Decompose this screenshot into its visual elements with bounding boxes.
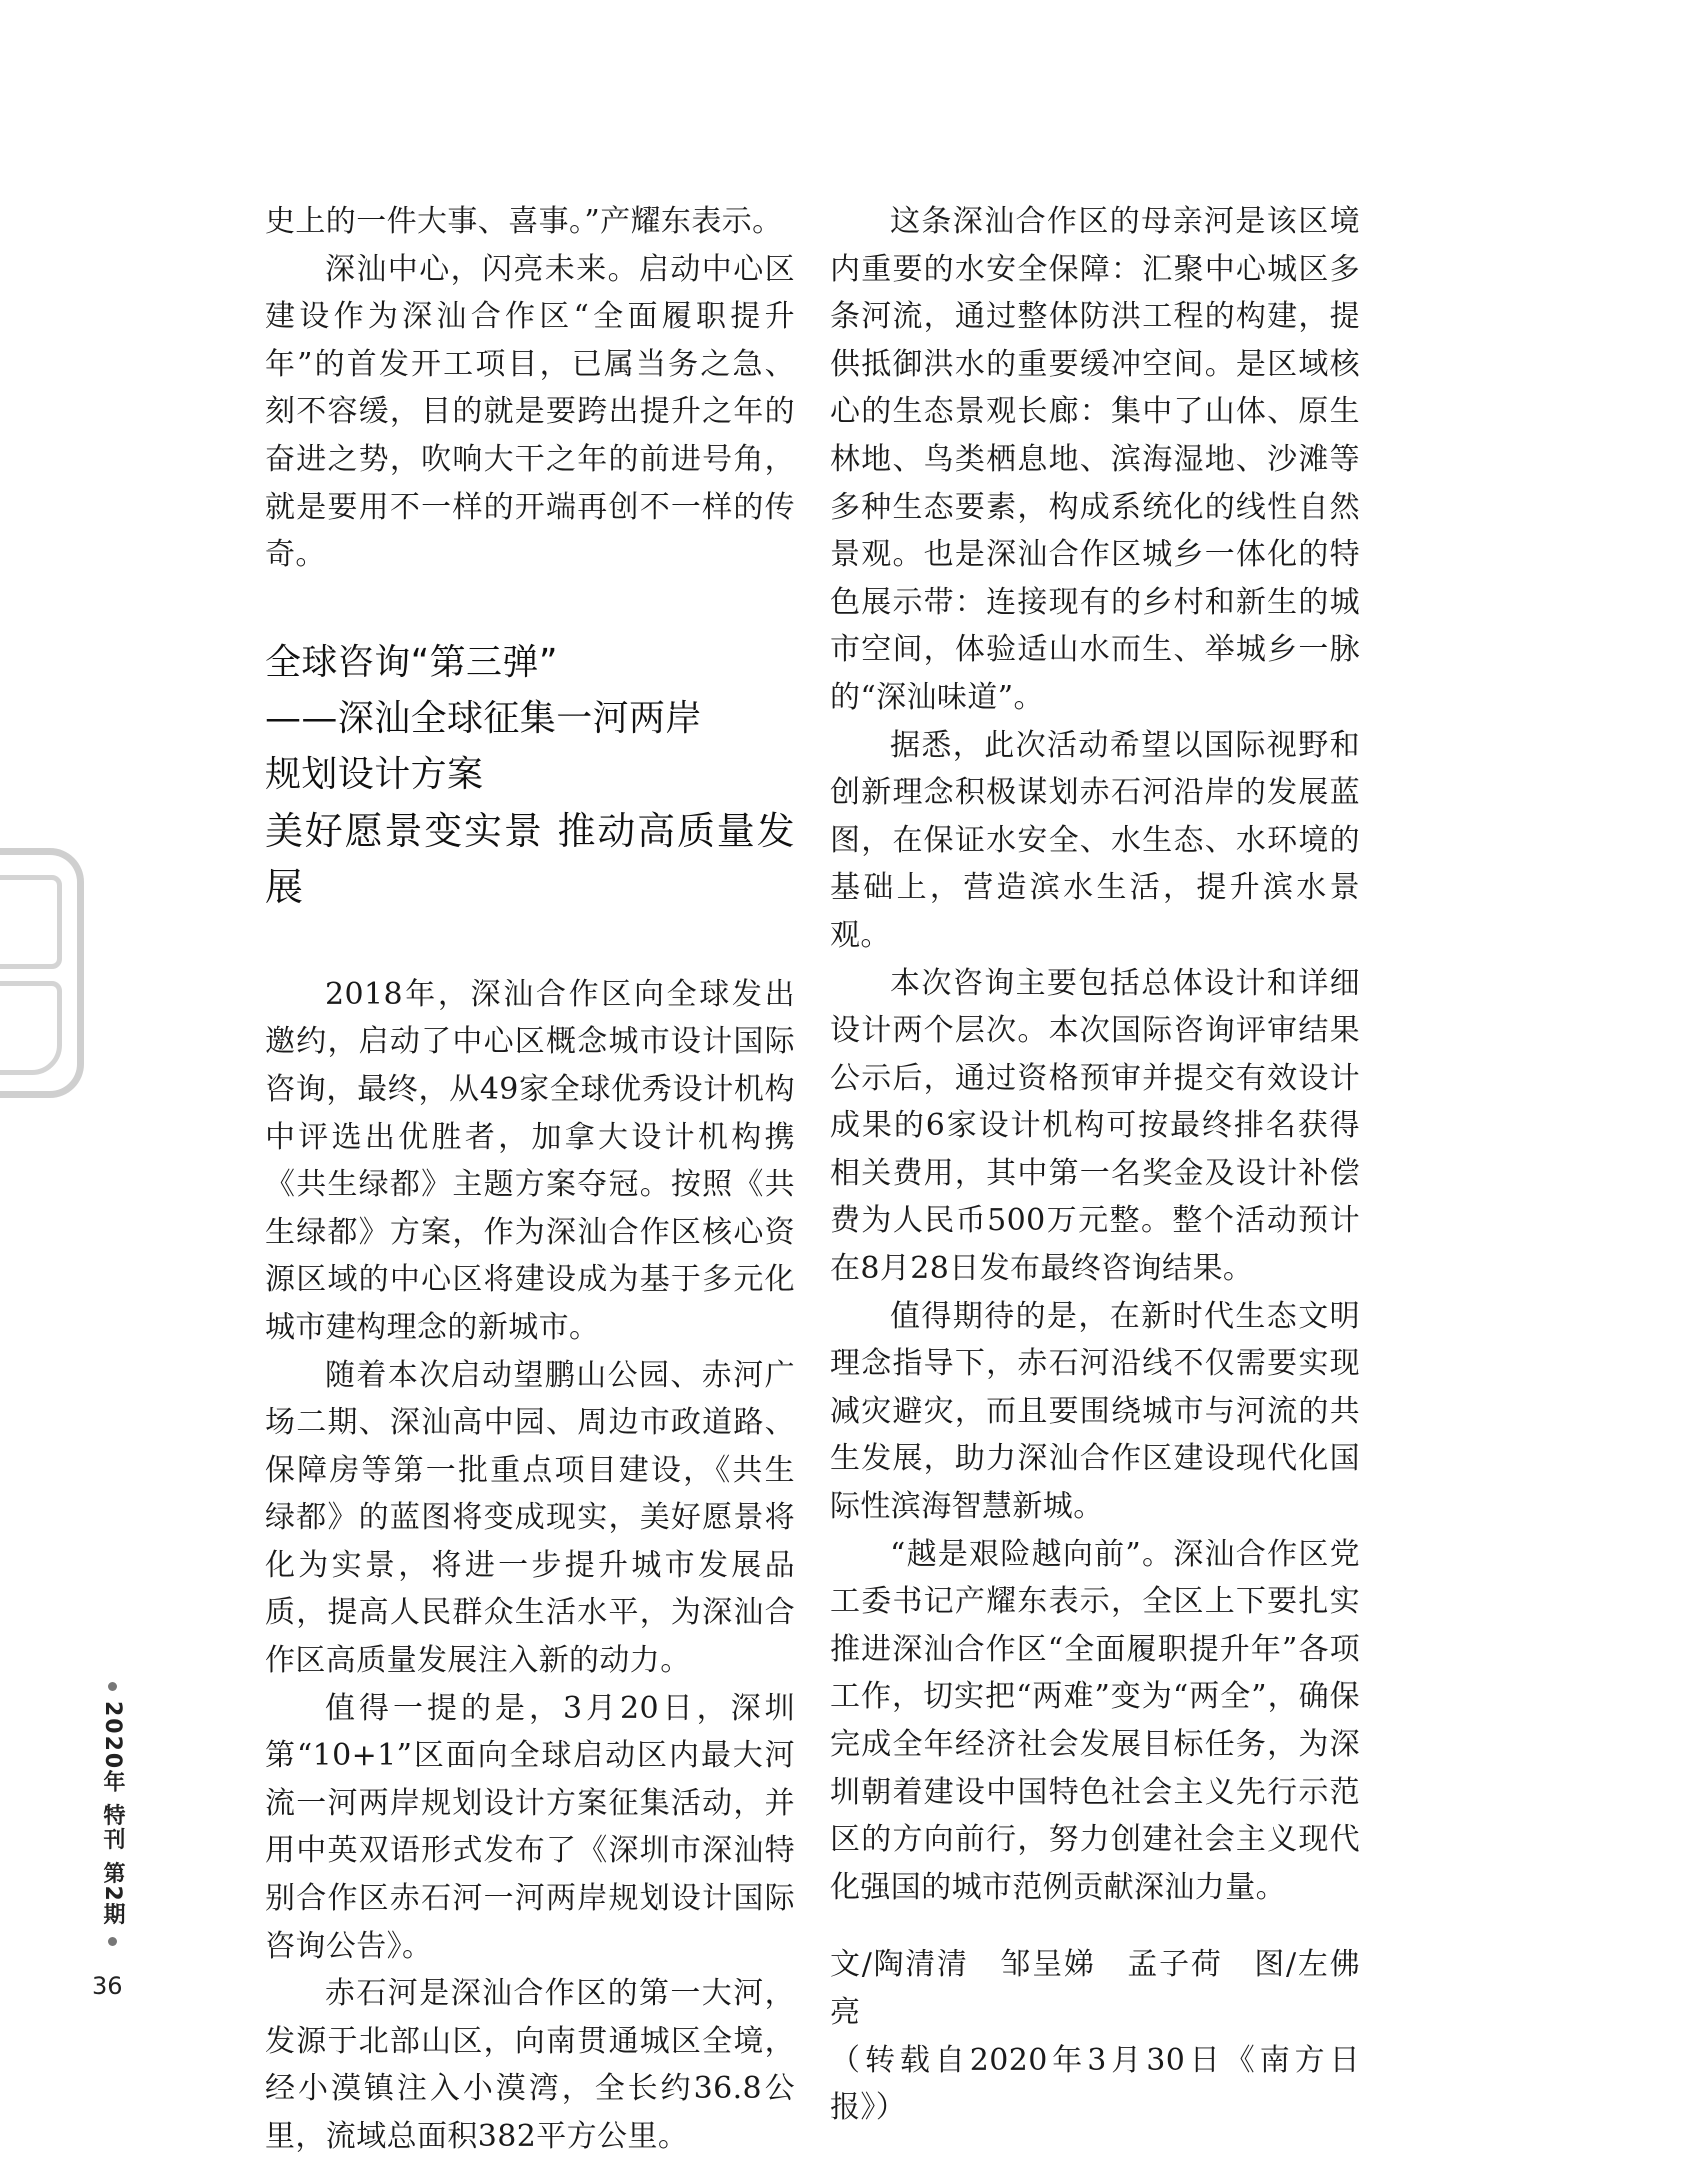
paragraph: 值得期待的是，在新时代生态文明理念指导下，赤石河沿线不仅需要实现减灾避灾，而且要围绕城市与河流的共生发展，助力深汕合作区建设现代化国际性滨海智慧新城。 <box>830 1298 1360 1525</box>
left-column <box>265 198 795 2161</box>
headline-line-1: 全球咨询“第三弹” <box>265 641 558 683</box>
page-number: 36 <box>92 1972 123 2000</box>
paragraph: 赤石河是深汕合作区的第一大河，发源于北部山区，向南贯通城区全境，经小漠镇注入小漠湾，全长约36.8公里，流域总面积382平方公里。 <box>265 1976 795 2154</box>
headline-line-2: ——深汕全球征集一河两岸 <box>265 697 702 739</box>
seal-glyph-top <box>0 875 62 969</box>
paragraph: 这条深汕合作区的母亲河是该区境内重要的水安全保障：汇聚中心城区多条河流，通过整体防洪工程的构建，提供抵御洪水的重要缓冲空间。是区域核心的生态景观长廊：集中了山体、原生林地、鸟类栖息地、滨海湿地、沙滩等多种生态要素，构成系统化的线性自然景观。也是深汕合作区城乡一体化的特色展示带：连接现有的乡村和新生的城市空间，体验适山水而生、举城乡一脉的“深汕味道”。 <box>830 204 1360 715</box>
paragraph: 据悉，此次活动希望以国际视野和创新理念积极谋划赤石河沿岸的发展蓝图，在保证水安全、水生态、水环境的基础上，营造滨水生活，提升滨水景观。 <box>830 727 1360 953</box>
paragraph: 值得一提的是，3月20日，深圳第“10+1”区面向全球启动区内最大河流一河两岸规划设计方案征集活动，并用中英双语形式发布了《深圳市深汕特别合作区赤石河一河两岸规划设计国际咨询公告》。 <box>265 1690 795 1964</box>
paragraph: 深汕中心，闪亮未来。启动中心区建设作为深汕合作区“全面履职提升年”的首发开工项目，已属当务之急、刻不容缓，目的就是要跨出提升之年的奋进之势，吹响大干之年的前进号角，就是要用不一样的开端再创不一样的传奇。 <box>265 251 795 573</box>
seal-glyph-bottom <box>0 981 62 1075</box>
headline-line-3: 规划设计方案 <box>265 753 484 795</box>
paragraph: 本次咨询主要包括总体设计和详细设计两个层次。本次国际咨询评审结果公示后，通过资格预审并提交有效设计成果的6家设计机构可按最终排名获得相关费用，其中第一名奖金及设计补偿费为人民币500万元整。整个活动预计在8月28日发布最终咨询结果。 <box>830 965 1360 1287</box>
source-note: （转载自2020年3月30日《南方日报》） <box>830 2042 1360 2126</box>
dot-icon <box>108 1682 117 1691</box>
right-column <box>830 198 1360 2132</box>
dot-icon <box>108 1937 117 1946</box>
author-byline: 文/陶清清 邹呈娣 孟子荷 图/左佛亮 <box>830 1947 1360 2030</box>
paragraph: 随着本次启动望鹏山公园、赤河广场二期、深汕高中园、周边市政道路、保障房等第一批重点项目建设，《共生绿都》的蓝图将变成现实，美好愿景将化为实景，将进一步提升城市发展品质，提高人民群众生活水平，为深汕合作区高质量发展注入新的动力。 <box>265 1357 795 1679</box>
headline-line-4: 美好愿景变实景 推动高质量发展 <box>265 808 795 909</box>
paragraph: 2018年，深汕合作区向全球发出邀约，启动了中心区概念城市设计国际咨询，最终，从49家全球优秀设计机构中评选出优胜者，加拿大设计机构携《共生绿都》主题方案夺冠。按照《共生绿都》方案，作为深汕合作区核心资源区域的中心区将建设成为基于多元化城市建构理念的新城市。 <box>265 976 795 1345</box>
issue-label <box>92 1682 132 1946</box>
issue-label-text: 2020年 特刊 第2期 <box>100 1701 125 1927</box>
seal-watermark <box>0 848 84 1098</box>
article-headline <box>265 635 795 915</box>
paragraph: 史上的一件大事、喜事。”产耀东表示。 <box>265 204 783 239</box>
paragraph: “越是艰险越向前”。深汕合作区党工委书记产耀东表示，全区上下要扎实推进深汕合作区“全面履职提升年”各项工作，切实把“两难”变为“两全”，确保完成全年经济社会发展目标任务，为深圳朝着建设中国特色社会主义先行示范区的方向前行，努力创建社会主义现代化强国的城市范例贡献深汕力量。 <box>830 1536 1360 1905</box>
